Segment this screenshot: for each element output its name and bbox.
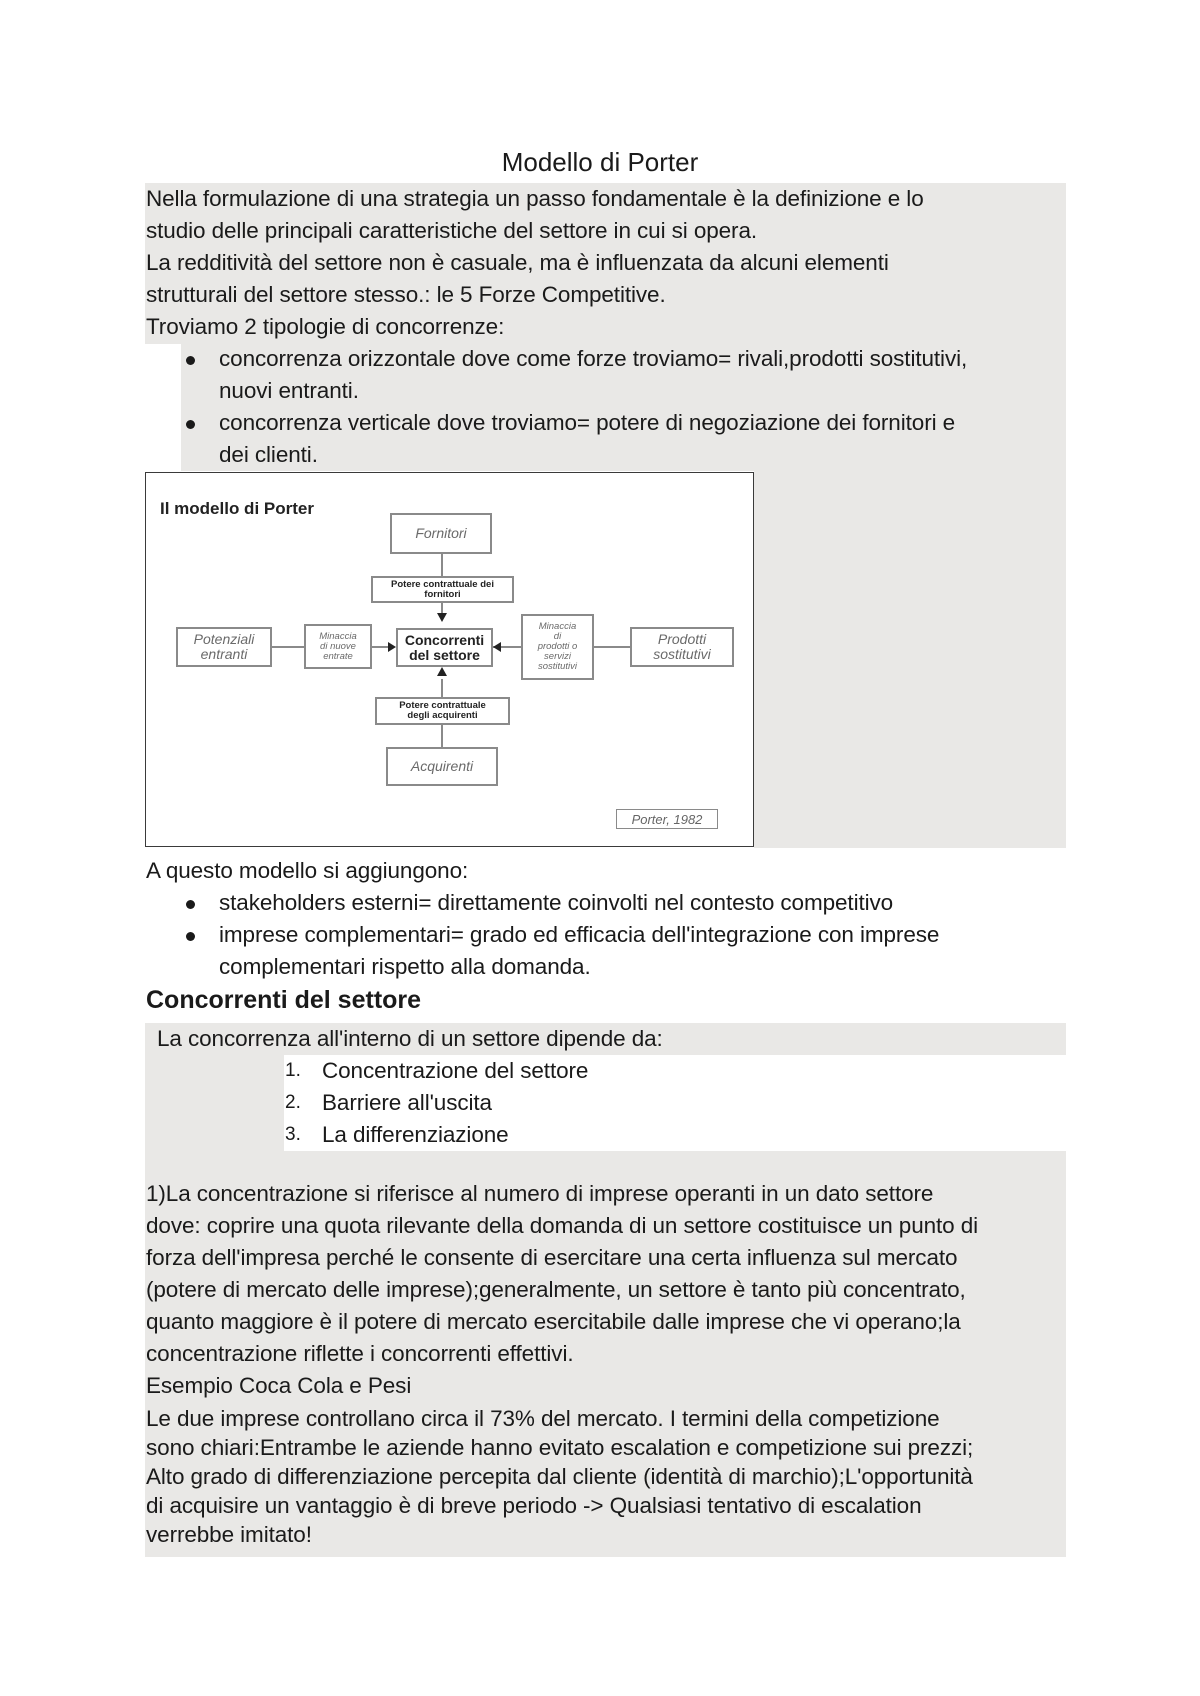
diagram-credit: Porter, 1982 <box>616 809 718 829</box>
paragraph-line: 1)La concentrazione si riferisce al numero di imprese operanti in un dato settore <box>146 1181 934 1206</box>
bullet-text: stakeholders esterni= direttamente coinvolti nel contesto competitivo <box>219 890 894 915</box>
list-item: Concentrazione del settore <box>322 1058 589 1083</box>
box-label: sostitutivi <box>537 661 578 672</box>
bullet-dot <box>186 900 195 909</box>
box-label: del settore <box>409 646 480 663</box>
box-label: entranti <box>200 646 248 662</box>
box-label: servizi <box>544 651 571 662</box>
bullet-text: nuovi entranti. <box>219 378 359 403</box>
box-label: Prodotti <box>657 631 707 647</box>
box-label: di nuove <box>320 640 356 652</box>
box-label: fornitori <box>424 588 461 600</box>
fornitori-box <box>390 513 492 554</box>
box-label: Minaccia <box>538 621 577 632</box>
paragraph-line: forza dell'impresa perché le consente di esercitare una certa influenza sul mercato <box>146 1245 958 1270</box>
bullet-dot <box>186 932 195 941</box>
box-label: entrate <box>323 650 353 662</box>
minaccia-sostitutivi-box <box>521 614 594 680</box>
bullet-dot <box>186 356 195 365</box>
concorrenti-box <box>396 628 493 667</box>
section-list-shade <box>145 1055 284 1151</box>
paragraph-line: quanto maggiore è il potere di mercato esercitabile dalle imprese che vi operano;la <box>146 1309 961 1334</box>
list-number: 1. <box>285 1060 301 1081</box>
box-label: Potenziali <box>193 631 255 647</box>
box-label: Acquirenti <box>410 758 474 774</box>
potere-fornitori-box <box>371 576 514 603</box>
paragraph-line: dove: coprire una quota rilevante della domanda di un settore costituisce un punto di <box>146 1213 979 1238</box>
bullet-text: dei clienti. <box>219 442 318 467</box>
section-heading: Concorrenti del settore <box>146 986 422 1014</box>
box-label: Potere contrattuale dei <box>391 578 494 590</box>
bullet-text: concorrenza orizzontale dove come forze troviamo= rivali,prodotti sostitutivi, <box>219 346 968 371</box>
potenziali-entranti-box <box>176 627 272 667</box>
list-item: Barriere all'uscita <box>322 1090 492 1115</box>
bullet-text: concorrenza verticale dove troviamo= potere di negoziazione dei fornitori e <box>219 410 956 435</box>
example-line: sono chiari:Entrambe le aziende hanno evitato escalation e competizione sui prezzi; <box>146 1435 974 1460</box>
box-label: sostitutivi <box>653 646 711 662</box>
prodotti-sostitutivi-box <box>630 627 734 667</box>
additions-lead: A questo modello si aggiungono: <box>146 858 469 883</box>
intro-line: Troviamo 2 tipologie di concorrenze: <box>146 314 505 339</box>
porter-diagram <box>145 472 754 847</box>
intro-line: strutturali del settore stesso.: le 5 Forze Competitive. <box>146 282 666 307</box>
example-title: Esempio Coca Cola e Pesi <box>146 1373 412 1398</box>
list-number: 2. <box>285 1092 301 1113</box>
box-label: degli acquirenti <box>407 710 478 721</box>
intro-bullet-gap-white <box>145 344 181 471</box>
box-label: Minaccia <box>319 630 357 642</box>
box-label: Fornitori <box>415 525 467 541</box>
arrow-down <box>437 613 447 622</box>
list-item: La differenziazione <box>322 1122 509 1147</box>
box-label: di <box>553 631 562 642</box>
intro-line: studio delle principali caratteristiche del settore in cui si opera. <box>146 218 758 243</box>
intro-line: Nella formulazione di una strategia un passo fondamentale è la definizione e lo <box>146 186 924 211</box>
bullet-dot <box>186 420 195 429</box>
example-line: Le due imprese controllano circa il 73% del mercato. I termini della competizione <box>146 1406 940 1431</box>
example-line: Alto grado di differenziazione percepita dal cliente (identità di marchio);L'opportunità <box>146 1464 973 1489</box>
bullet-text: imprese complementari= grado ed efficacia dell'integrazione con imprese <box>219 922 940 947</box>
list-number: 3. <box>285 1124 301 1145</box>
paragraph-line: concentrazione riflette i concorrenti effettivi. <box>146 1341 574 1366</box>
potere-acquirenti-box <box>375 697 510 725</box>
paragraph-line: (potere di mercato delle imprese);generalmente, un settore è tanto più concentrato, <box>146 1277 966 1302</box>
minaccia-entrate-box <box>304 624 372 669</box>
bullet-text: complementari rispetto alla domanda. <box>219 954 591 979</box>
example-line: verrebbe imitato! <box>146 1522 312 1547</box>
diagram-title: Il modello di Porter <box>160 499 314 518</box>
intro-line: La redditività del settore non è casuale, ma è influenzata da alcuni elementi <box>146 250 889 275</box>
arrow-up <box>437 667 447 676</box>
section-lead: La concorrenza all'interno di un settore dipende da: <box>157 1026 663 1051</box>
diagram-shade <box>754 471 1066 848</box>
box-label: prodotti o <box>537 641 578 652</box>
box-label: Potere contrattuale <box>399 700 486 711</box>
acquirenti-box <box>386 747 498 786</box>
box-label: Concorrenti <box>404 631 485 648</box>
page-title: Modello di Porter <box>501 147 699 177</box>
arrow-left <box>493 642 501 652</box>
example-line: di acquisire un vantaggio è di breve periodo -> Qualsiasi tentativo di escalation <box>146 1493 922 1518</box>
arrow-right <box>388 642 396 652</box>
